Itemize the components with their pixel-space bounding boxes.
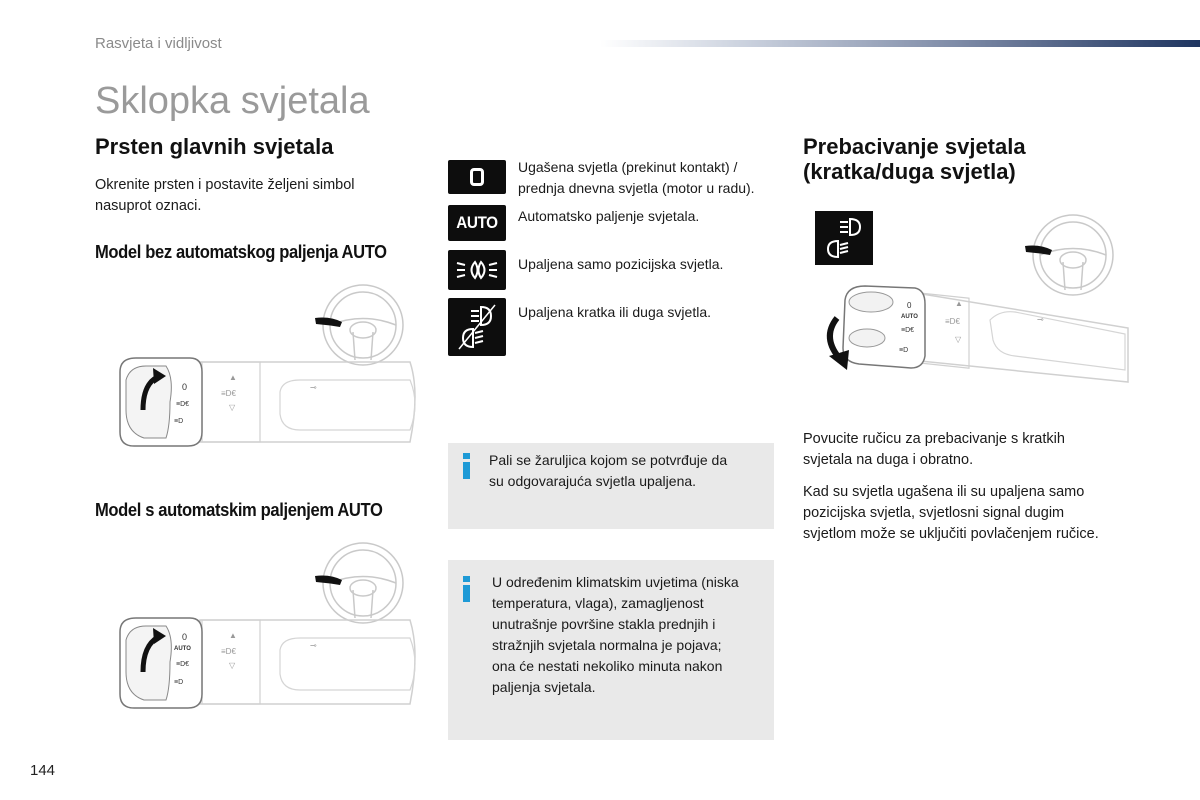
heading-line: (kratka/duga svjetla): [803, 159, 1016, 184]
symbol-auto-box: [448, 205, 506, 241]
section-heading-switching: [803, 134, 1026, 184]
para-line: pozicijska svjetla, svjetlosni signal dugim: [803, 505, 1065, 521]
stalk-lever-icon: [315, 318, 342, 328]
info-line: su odgovarajuća svjetla upaljena.: [489, 473, 697, 489]
header-bar: [600, 40, 1200, 47]
ring-intro: [95, 175, 355, 217]
stalk-lever-icon: [315, 576, 342, 586]
symbol-off-box: [448, 160, 506, 194]
svg-text:⊸: ⊸: [310, 641, 317, 650]
svg-text:▲: ▲: [229, 631, 237, 640]
symbol-auto-desc: [518, 206, 699, 227]
ring-intro-line: nasuprot oznaci.: [95, 198, 202, 214]
stalk-indicator-symbols: [221, 631, 317, 670]
info-line: unutrašnje površine stakla prednjih i: [492, 616, 716, 632]
section-heading-ring: Prsten glavnih svjetala: [95, 134, 334, 159]
switching-para-2: [803, 482, 1099, 545]
page-title: Sklopka svjetala: [95, 80, 370, 122]
stalk-label-auto: AUTO: [174, 646, 191, 652]
symbol-headlights-box: [448, 298, 506, 356]
heading-line: Prebacivanje svjetala: [803, 134, 1026, 159]
svg-text:▲: ▲: [229, 373, 237, 382]
para-line: Kad su svjetla ugašena ili su upaljena samo: [803, 484, 1085, 500]
info-line: temperatura, vlaga), zamagljenost: [492, 595, 704, 611]
para-line: Povucite ručicu za prebacivanje s kratkih: [803, 431, 1065, 447]
svg-text:≡D€: ≡D€: [221, 389, 236, 398]
symbol-headlights-desc: [518, 302, 711, 323]
symbol-sidelights-box: [448, 250, 506, 290]
info-line: stražnjih svjetala normalna je pojava;: [492, 637, 722, 653]
stalk-illustration-switching: [815, 210, 1130, 385]
stalk-headlight-mark: ≡D: [899, 347, 909, 354]
symbol-desc-line: Upaljena samo pozicijska svjetla.: [518, 256, 724, 272]
page-number: 144: [30, 762, 56, 779]
info-box-condensation: [448, 560, 774, 740]
svg-text:▽: ▽: [229, 403, 236, 412]
svg-text:≡D€: ≡D€: [945, 317, 960, 326]
symbol-off-desc: [518, 157, 755, 199]
auto-text-icon: AUTO: [456, 213, 498, 232]
svg-text:≡D€: ≡D€: [221, 647, 236, 656]
ring-intro-line: Okrenite prsten i postavite željeni simbol: [95, 177, 355, 193]
svg-text:▲: ▲: [955, 299, 963, 308]
info-icon: [462, 576, 472, 602]
stalk-label-zero: 0: [182, 632, 188, 642]
stalk-indicator-symbols: [221, 373, 317, 412]
info-line: Pali se žaruljica kojom se potvrđuje da: [489, 452, 728, 468]
symbol-desc-line: Automatsko paljenje svjetala.: [518, 208, 700, 224]
symbol-desc-line: Upaljena kratka ili duga svjetla.: [518, 304, 711, 320]
stalk-illustration-no-auto: [110, 282, 420, 450]
stalk-illustration-auto: [110, 540, 420, 712]
stalk-sidelight-mark: ≡D€: [176, 401, 190, 408]
stalk-sidelight-mark: ≡D€: [176, 661, 190, 668]
subheading-auto: Model s automatskim paljenjem AUTO: [95, 500, 383, 520]
off-zero-icon: [470, 168, 484, 186]
info-text-condensation: [492, 572, 739, 698]
subheading-no-auto: Model bez automatskog paljenja AUTO: [95, 242, 387, 262]
symbol-desc-line: Ugašena svjetla (prekinut kontakt) /: [518, 159, 738, 175]
para-line: svjetlom može se uključiti povlačenjem ručice.: [803, 526, 1099, 542]
stalk-headlight-mark: ≡D: [174, 418, 184, 425]
stalk-label-zero: 0: [907, 301, 912, 310]
switching-para-1: [803, 429, 1065, 471]
stalk-label-auto: AUTO: [901, 314, 918, 320]
svg-text:⊸: ⊸: [1037, 315, 1044, 324]
stalk-sidelight-mark: ≡D€: [901, 327, 915, 334]
info-icon: [462, 453, 472, 479]
stalk-label-zero: 0: [182, 382, 188, 392]
sidelights-icon: [455, 257, 499, 283]
para-line: svjetala na duga i obratno.: [803, 452, 974, 468]
symbol-desc-line: prednja dnevna svjetla (motor u radu).: [518, 180, 755, 196]
info-line: paljenja svjetala.: [492, 679, 596, 695]
stalk-headlight-mark: ≡D: [174, 679, 184, 686]
steering-wheel-icon: [1033, 215, 1113, 295]
svg-text:▽: ▽: [955, 335, 962, 344]
symbol-sidelights-desc: [518, 254, 723, 275]
svg-text:▽: ▽: [229, 661, 236, 670]
info-text-indicator: [489, 450, 727, 492]
info-line: U određenim klimatskim uvjetima (niska: [492, 574, 739, 590]
svg-text:⊸: ⊸: [310, 383, 317, 392]
headlights-icon: [453, 303, 501, 351]
stalk-lever-icon: [1025, 246, 1052, 256]
info-box-indicator: [448, 443, 774, 529]
info-line: ona će nestati nekoliko minuta nakon: [492, 658, 723, 674]
section-label: Rasvjeta i vidljivost: [95, 35, 222, 52]
